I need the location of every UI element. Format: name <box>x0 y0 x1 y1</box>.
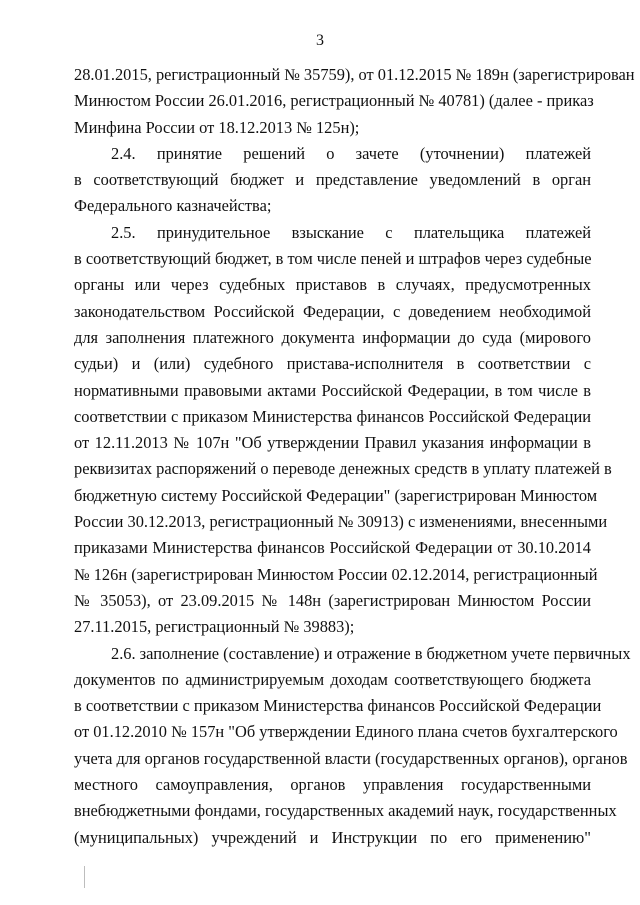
text-line: 27.11.2015, регистрационный № 39883); <box>74 617 355 637</box>
text-line: 2.6. заполнение (составление) и отражение в бюджетном учете первичных <box>111 643 631 663</box>
text-line: органы или через судебных приставов в случаях, предусмотренных <box>74 275 591 295</box>
text-line: от 01.12.2010 № 157н "Об утверждении Единого плана счетов бухгалтерского <box>74 722 618 742</box>
text-line: России 30.12.2013, регистрационный № 30913) с изменениями, внесенными <box>74 512 608 532</box>
text-line: приказами Министерства финансов Российской Федерации от 30.10.2014 <box>74 538 591 558</box>
text-line: № 35053), от 23.09.2015 № 148н (зарегистрирован Минюстом России <box>74 590 591 610</box>
text-line: от 12.11.2013 № 107н "Об утверждении Правил указания информации в <box>74 433 591 453</box>
text-line: судьи) и (или) судебного пристава-исполнителя в соответствии с <box>74 354 591 374</box>
document-body <box>74 62 635 851</box>
text-line: для заполнения платежного документа информации до суда (мирового <box>74 327 591 347</box>
text-line: в соответствии с приказом Министерства финансов Российской Федерации <box>74 696 602 716</box>
text-line: бюджетную систему Российской Федерации" (зарегистрирован Минюстом <box>74 485 598 505</box>
text-line: Минюстом России 26.01.2016, регистрационный № 40781) (далее - приказ <box>74 91 594 111</box>
text-line: нормативными правовыми актами Российской Федерации, в том числе в <box>74 380 591 400</box>
text-line: 28.01.2015, регистрационный № 35759), от 01.12.2015 № 189н (зарегистрирован <box>74 65 635 84</box>
text-line: соответствии с приказом Министерства финансов Российской Федерации <box>74 406 591 426</box>
text-line: учета для органов государственной власти (государственных органов), органов <box>74 748 628 768</box>
text-line: 2.5. принудительное взыскание с плательщика платежей <box>111 222 591 242</box>
text-line: (муниципальных) учреждений и Инструкции по его применению" <box>74 827 591 847</box>
text-line: № 126н (зарегистрирован Минюстом России 02.12.2014, регистрационный <box>74 564 598 584</box>
text-line: внебюджетными фондами, государственных академий наук, государственных <box>74 801 617 821</box>
text-line: реквизитах распоряжений о переводе денежных средств в уплату платежей в <box>74 459 612 479</box>
paragraph-continuation <box>74 62 635 141</box>
text-line: законодательством Российской Федерации, с доведением необходимой <box>74 301 591 321</box>
text-line: в соответствующий бюджет и представление уведомлений в орган <box>74 170 591 190</box>
text-line: Минфина России от 18.12.2013 № 125н); <box>74 117 360 137</box>
text-line: документов по администрируемым доходам соответствующего бюджета <box>74 669 591 689</box>
paragraph-2-4 <box>74 141 591 220</box>
text-line: в соответствующий бюджет, в том числе пеней и штрафов через судебные <box>74 249 592 269</box>
paragraph-2-5 <box>74 220 612 641</box>
page-number: 3 <box>316 32 324 49</box>
text-line: 2.4. принятие решений о зачете (уточнении) платежей <box>111 143 591 163</box>
paragraph-2-6 <box>74 641 631 851</box>
text-line: Федерального казначейства; <box>74 196 272 216</box>
scan-mark <box>84 866 85 888</box>
text-line: местного самоуправления, органов управления государственными <box>74 775 591 795</box>
